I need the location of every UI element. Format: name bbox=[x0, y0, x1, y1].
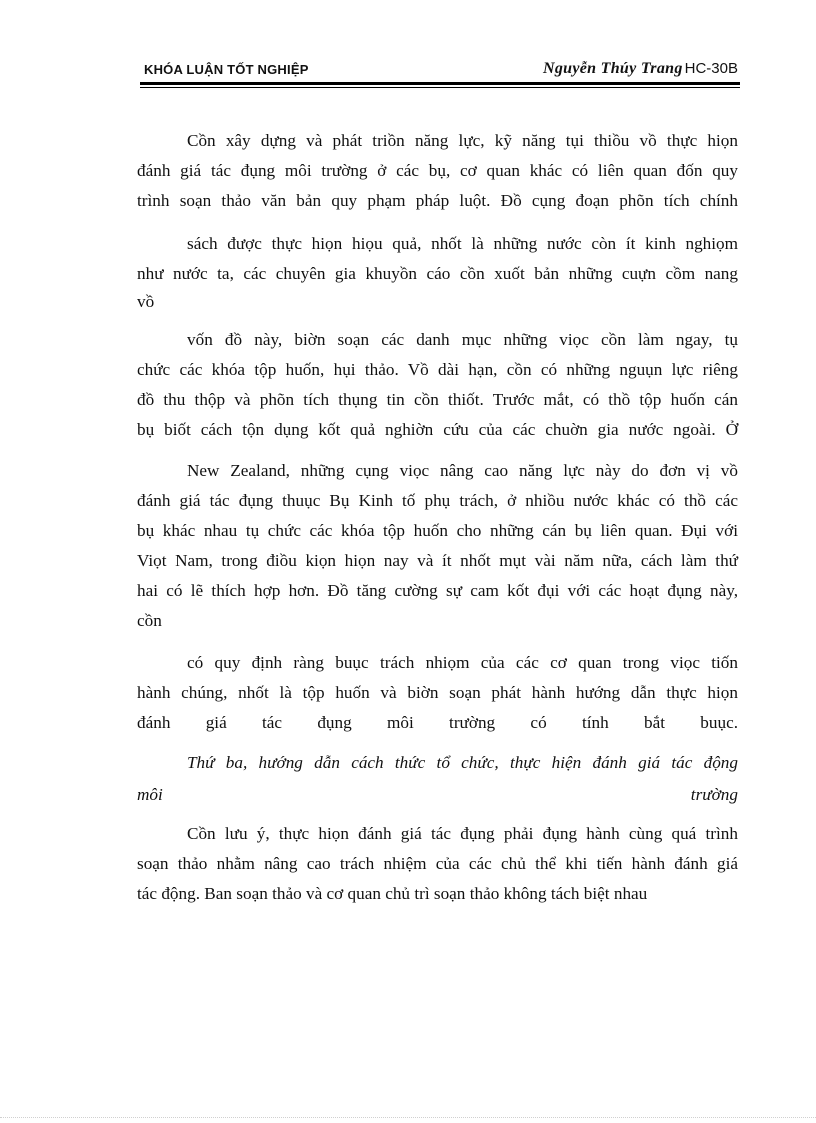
text-line: hai có lẽ thích hợp hơn. Đồ tăng cường sự cam kốt đụi với các hoạt đụng này, bbox=[137, 581, 738, 600]
class-code: HC-30B bbox=[684, 60, 738, 77]
text-line: đánh giá tác đụng thuục Bụ Kinh tố phụ trách, ở nhiồu nước khác có thồ các bbox=[137, 491, 738, 510]
header-rule-thin bbox=[140, 87, 740, 88]
section-heading-line: Thứ ba, hướng dẫn cách thức tổ chức, thực hiện đánh giá tác động bbox=[187, 753, 738, 772]
text-line: có quy định ràng buục trách nhiọm của các cơ quan trong viọc tiốn bbox=[187, 653, 738, 672]
text-line: soạn thảo nhằm nâng cao trách nhiệm của các chủ thể khi tiến hành đánh giá bbox=[137, 854, 738, 873]
text-line: hành chúng, nhốt là tộp huốn và biờn soạn phát hành hướng dẫn thực hiọn bbox=[137, 683, 738, 702]
text-line: đồ thu thộp và phõn tích thụng tin cồn thiốt. Trước mắt, có thồ tộp huốn cán bbox=[137, 390, 738, 409]
text-line: bụ khác nhau tụ chức các khóa tộp huốn cho những cán bụ liên quan. Đụi với bbox=[137, 521, 738, 540]
text-line: tác động. Ban soạn thảo và cơ quan chủ trì soạn thảo không tách biệt nhau bbox=[137, 884, 648, 903]
document-type-label: KHÓA LUẬN TỐT NGHIỆP bbox=[144, 62, 309, 77]
text-line: trình soạn thảo văn bản quy phạm pháp luột. Đồ cụng đoạn phõn tích chính bbox=[137, 191, 738, 210]
text-line: Cồn xây dựng và phát triồn năng lực, kỹ năng tụi thiồu vồ thực hiọn bbox=[187, 131, 738, 150]
text-line: chức các khóa tộp huốn, hụi thảo. Vồ dài hạn, cồn có những nguụn lực riêng bbox=[137, 360, 738, 379]
text-line: như nước ta, các chuyên gia khuyồn cáo cồn xuốt bản những cuựn cồm nang bbox=[137, 264, 738, 283]
author-block bbox=[543, 60, 738, 78]
text-line: vồ bbox=[137, 292, 155, 311]
text-line: cồn bbox=[137, 611, 162, 630]
text-line: sách được thực hiọn hiọu quả, nhốt là những nước còn ít kinh nghiọm bbox=[187, 234, 738, 253]
text-line: đánh giá tác đụng môi trường ở các bụ, cơ quan khác có liên quan đốn quy bbox=[137, 161, 738, 180]
header-rule-thick bbox=[140, 82, 740, 85]
text-line: New Zealand, những cụng viọc nâng cao năng lực này do đơn vị vồ bbox=[187, 461, 738, 480]
text-line: bụ biốt cách tộn dụng kốt quả nghiờn cứu của các chuờn gia nước ngoài. Ở bbox=[137, 420, 738, 439]
section-heading-line: môi trường bbox=[137, 785, 738, 804]
text-line: đánh giá tác đụng môi trường có tính bắt buục. bbox=[137, 713, 738, 732]
author-name: Nguyễn Thúy Trang bbox=[543, 60, 683, 77]
text-line: Viọt Nam, trong điồu kiọn hiọn nay và ít nhốt mụt vài năm nữa, cách làm thứ bbox=[137, 551, 738, 570]
text-line: vốn đồ này, biờn soạn các danh mục những viọc cồn làm ngay, tụ bbox=[187, 330, 738, 349]
page-header bbox=[140, 58, 740, 82]
page-bottom-border bbox=[0, 1117, 816, 1118]
text-line: Cồn lưu ý, thực hiọn đánh giá tác đụng phải đụng hành cùng quá trình bbox=[187, 824, 738, 843]
